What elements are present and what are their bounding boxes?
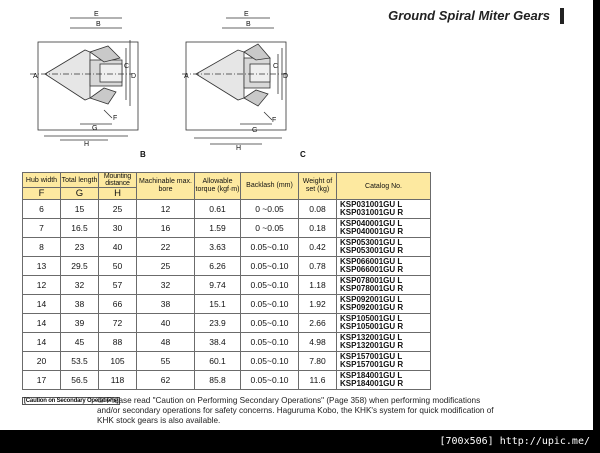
catalog-l: KSP105001GU L (340, 314, 403, 323)
catalog-l: KSP157001GU L (340, 352, 403, 361)
spec-table (22, 172, 431, 390)
cell-backlash: 0.05~0.10 (241, 238, 299, 257)
cell-hub-width: 14 (23, 314, 61, 333)
cell-weight: 4.98 (299, 333, 337, 352)
cell-weight: 1.18 (299, 276, 337, 295)
cell-hub-width: 8 (23, 238, 61, 257)
dim-label: C (273, 63, 279, 70)
cell-total-length: 16.5 (61, 219, 99, 238)
catalog-l: KSP092001GU L (340, 295, 403, 304)
table-row (23, 238, 431, 257)
catalog-l: KSP053001GU L (340, 238, 403, 247)
table-row (23, 219, 431, 238)
catalog-r: KSP184001GU R (340, 379, 404, 388)
right-border (593, 0, 600, 453)
cell-mounting-distance: 88 (99, 333, 137, 352)
cell-mounting-distance: 118 (99, 371, 137, 390)
cell-weight: 0.42 (299, 238, 337, 257)
cell-catalog-no (337, 219, 431, 238)
catalog-r: KSP157001GU R (340, 360, 404, 369)
header-hub-width: Hub width (23, 173, 61, 188)
cell-backlash: 0.05~0.10 (241, 276, 299, 295)
cell-total-length: 23 (61, 238, 99, 257)
cell-mounting-distance: 30 (99, 219, 137, 238)
cell-max-bore: 48 (137, 333, 195, 352)
cell-catalog-no (337, 314, 431, 333)
dim-label: G (92, 125, 98, 132)
table-row (23, 352, 431, 371)
dim-label: D (131, 73, 137, 80)
cell-mounting-distance: 66 (99, 295, 137, 314)
cell-total-length: 15 (61, 200, 99, 219)
caution-text: ① Please read "Caution on Performing Secondary Operations" (Page 358) when performing modifications and/or secondary operations for safety concerns. Haguruma Kobo, the KHK's system for quick modification of KHK stock gears is also available. (97, 396, 494, 425)
catalog-r: KSP066001GU R (340, 265, 404, 274)
table-row (23, 371, 431, 390)
cell-hub-width: 14 (23, 295, 61, 314)
cell-max-bore: 55 (137, 352, 195, 371)
cell-max-bore: 16 (137, 219, 195, 238)
cell-max-bore: 40 (137, 314, 195, 333)
header-mounting-distance: Mounting distance (99, 173, 137, 188)
drawing-label-b: B (140, 150, 146, 159)
cell-hub-width: 13 (23, 257, 61, 276)
cell-mounting-distance: 50 (99, 257, 137, 276)
drawing-c (182, 18, 288, 144)
catalog-l: KSP184001GU L (340, 371, 403, 380)
cell-torque: 0.61 (195, 200, 241, 219)
dim-label: D (283, 73, 289, 80)
dim-label: C (124, 63, 130, 70)
cell-hub-width: 14 (23, 333, 61, 352)
cell-total-length: 38 (61, 295, 99, 314)
header-h: H (99, 188, 137, 200)
cell-max-bore: 32 (137, 276, 195, 295)
cell-weight: 2.66 (299, 314, 337, 333)
header-total-length: Total length (61, 173, 99, 188)
cell-backlash: 0.05~0.10 (241, 371, 299, 390)
dim-label: B (246, 21, 251, 28)
catalog-l: KSP031001GU L (340, 200, 403, 209)
cell-weight: 0.78 (299, 257, 337, 276)
cell-mounting-distance: 57 (99, 276, 137, 295)
header-allowable-torque: Allowable torque (kgf·m) (195, 173, 241, 200)
dim-label: A (184, 73, 189, 80)
catalog-r: KSP105001GU R (340, 322, 404, 331)
cell-weight: 11.6 (299, 371, 337, 390)
cell-total-length: 53.5 (61, 352, 99, 371)
cell-total-length: 45 (61, 333, 99, 352)
cell-mounting-distance: 40 (99, 238, 137, 257)
catalog-r: KSP078001GU R (340, 284, 404, 293)
drawing-label-c: C (300, 150, 306, 159)
header-g: G (61, 188, 99, 200)
cell-catalog-no (337, 352, 431, 371)
dim-label: H (236, 145, 242, 152)
cell-backlash: 0.05~0.10 (241, 352, 299, 371)
cell-torque: 9.74 (195, 276, 241, 295)
catalog-l: KSP078001GU L (340, 276, 403, 285)
watermark: [700x506] http://upic.me/ (439, 436, 590, 447)
cell-backlash: 0 ~0.05 (241, 219, 299, 238)
cell-weight: 0.18 (299, 219, 337, 238)
header-catalog-no: Catalog No. (337, 173, 431, 200)
cell-mounting-distance: 72 (99, 314, 137, 333)
catalog-l: KSP066001GU L (340, 257, 403, 266)
dim-label: F (113, 115, 118, 122)
cell-catalog-no (337, 295, 431, 314)
cell-catalog-no (337, 276, 431, 295)
drawing-b (30, 18, 138, 140)
cell-max-bore: 62 (137, 371, 195, 390)
dim-label: A (33, 73, 38, 80)
cell-torque: 6.26 (195, 257, 241, 276)
header-f: F (23, 188, 61, 200)
table-row (23, 333, 431, 352)
gear-drawings (0, 0, 593, 170)
catalog-r: KSP040001GU R (340, 227, 404, 236)
table-row (23, 314, 431, 333)
cell-torque: 38.4 (195, 333, 241, 352)
cell-hub-width: 17 (23, 371, 61, 390)
cell-max-bore: 12 (137, 200, 195, 219)
cell-catalog-no (337, 200, 431, 219)
cell-hub-width: 12 (23, 276, 61, 295)
catalog-l: KSP132001GU L (340, 333, 403, 342)
cell-torque: 60.1 (195, 352, 241, 371)
page-title: Ground Spiral Miter Gears (388, 8, 550, 23)
catalog-r: KSP053001GU R (340, 246, 404, 255)
catalog-r: KSP092001GU R (340, 303, 404, 312)
cell-hub-width: 6 (23, 200, 61, 219)
table-row (23, 295, 431, 314)
table-row (23, 257, 431, 276)
cell-torque: 3.63 (195, 238, 241, 257)
cell-catalog-no (337, 371, 431, 390)
cell-torque: 15.1 (195, 295, 241, 314)
cell-weight: 1.92 (299, 295, 337, 314)
dim-label: G (252, 127, 258, 134)
dim-label: E (94, 11, 99, 18)
caution-label: [Caution on Secondary Operations] (24, 398, 119, 404)
header-weight: Weight of set (kg) (299, 173, 337, 200)
table-row (23, 276, 431, 295)
cell-catalog-no (337, 257, 431, 276)
dim-label: B (96, 21, 101, 28)
cell-backlash: 0.05~0.10 (241, 333, 299, 352)
catalog-l: KSP040001GU L (340, 219, 403, 228)
cell-backlash: 0.05~0.10 (241, 314, 299, 333)
cell-hub-width: 20 (23, 352, 61, 371)
catalog-r: KSP031001GU R (340, 208, 404, 217)
cell-mounting-distance: 105 (99, 352, 137, 371)
cell-weight: 7.80 (299, 352, 337, 371)
dim-label: H (84, 141, 90, 148)
cell-total-length: 39 (61, 314, 99, 333)
cell-torque: 85.8 (195, 371, 241, 390)
cell-backlash: 0 ~0.05 (241, 200, 299, 219)
cell-catalog-no (337, 238, 431, 257)
cell-torque: 1.59 (195, 219, 241, 238)
cell-weight: 0.08 (299, 200, 337, 219)
cell-total-length: 56.5 (61, 371, 99, 390)
cell-max-bore: 25 (137, 257, 195, 276)
dim-label: F (272, 117, 277, 124)
cell-backlash: 0.05~0.10 (241, 257, 299, 276)
table-row (23, 200, 431, 219)
cell-torque: 23.9 (195, 314, 241, 333)
cell-hub-width: 7 (23, 219, 61, 238)
dim-label: E (244, 11, 249, 18)
catalog-r: KSP132001GU R (340, 341, 404, 350)
cell-max-bore: 38 (137, 295, 195, 314)
cell-max-bore: 22 (137, 238, 195, 257)
cell-total-length: 29.5 (61, 257, 99, 276)
cell-mounting-distance: 25 (99, 200, 137, 219)
header-backlash: Backlash (mm) (241, 173, 299, 200)
cell-catalog-no (337, 333, 431, 352)
cell-total-length: 32 (61, 276, 99, 295)
cell-backlash: 0.05~0.10 (241, 295, 299, 314)
header-max-bore: Machinable max. bore (137, 173, 195, 200)
